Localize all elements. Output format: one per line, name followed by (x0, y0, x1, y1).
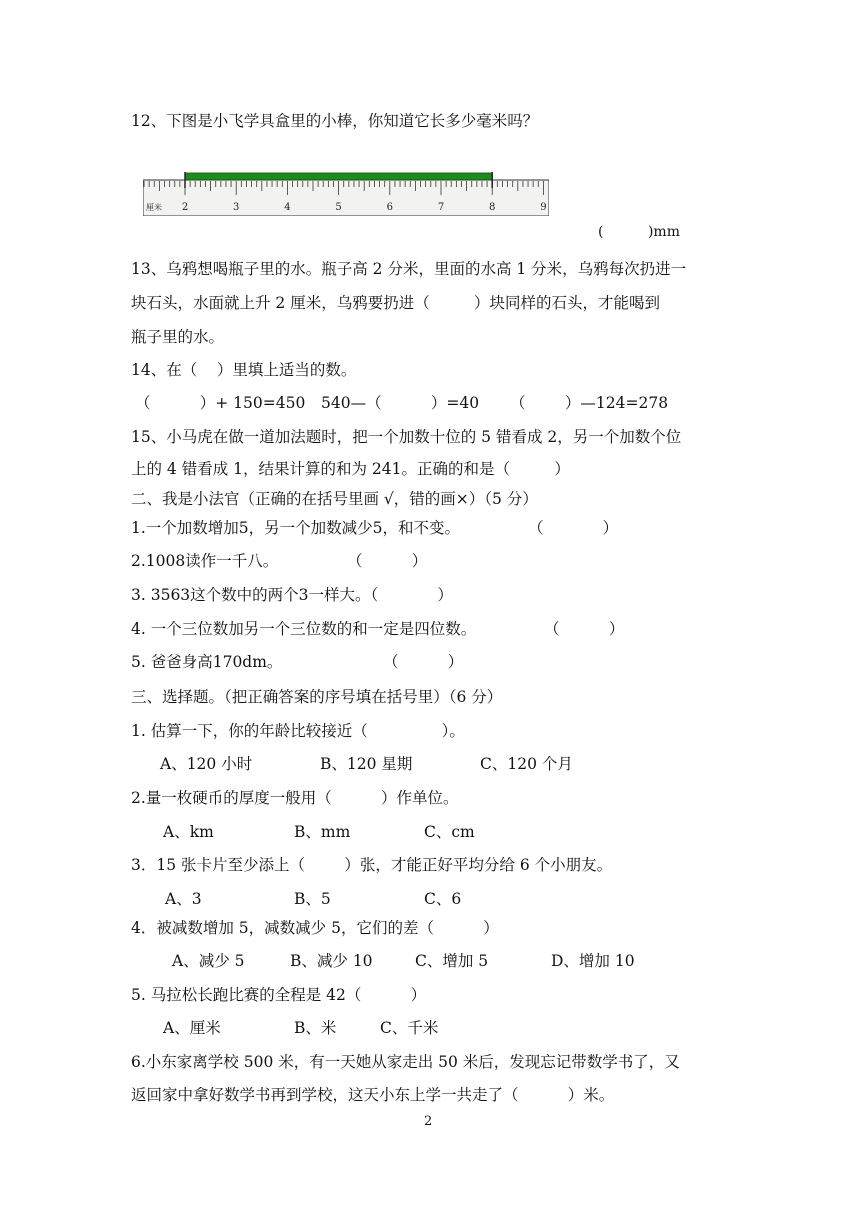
choice-q3-option-c[interactable]: C、6 (424, 890, 462, 908)
ruler-figure (143, 172, 549, 216)
section2-heading: 二、我是小法官（正确的在括号里画 √，错的画×）（5 分） (131, 490, 538, 508)
q12-answer-blank[interactable]: ( )mm (598, 224, 680, 240)
choice-q3-option-b[interactable]: B、5 (294, 890, 331, 908)
ruler-unit-label: 厘米 (146, 203, 162, 212)
choice-q2-option-c[interactable]: C、cm (424, 823, 475, 841)
choice-q3: 3．15 张卡片至少添上（ ）张，才能正好平均分给 6 个小朋友。 (131, 856, 613, 874)
choice-q4: 4．被减数增加 5，减数减少 5，它们的差（ ） (131, 919, 499, 937)
q15-line2: 上的 4 错看成 1，结果计算的和为 241。正确的和是（ ） (131, 460, 570, 478)
ruler-number: 8 (489, 202, 496, 213)
choice-q6-line2: 返回家中拿好数学书再到学校，这天小东上学一共走了（ ）米。 (131, 1086, 615, 1104)
choice-q2: 2.量一枚硬币的厚度一般用（ ）作单位。 (131, 789, 459, 807)
q15-line1: 15、小马虎在做一道加法题时，把一个加数十位的 5 错看成 2，另一个加数个位 (131, 428, 682, 446)
q12-text: 12、下图是小飞学具盒里的小棒，你知道它长多少毫米吗？ (131, 112, 539, 130)
choice-q6-line1: 6.小东家离学校 500 米，有一天她从家走出 50 米后，发现忘记带数学书了，又 (131, 1053, 680, 1071)
q14-title: 14、在（ ）里填上适当的数。 (131, 361, 357, 379)
q13-line1: 13、乌鸦想喝瓶子里的水。瓶子高 2 分米，里面的水高 1 分米，乌鸦每次扔进一 (131, 260, 687, 278)
ruler-number: 3 (233, 202, 240, 213)
ruler-number: 2 (181, 202, 189, 213)
choice-q3-option-a[interactable]: A、3 (165, 890, 202, 908)
q14-item-1[interactable]: （ ）+ 150=450 (135, 394, 306, 412)
judge-item-2: 2.1008读作一千八。 (131, 552, 279, 570)
judge-item-5: 5. 爸爸身高170dm。 (131, 653, 283, 671)
section3-heading: 三、选择题。（把正确答案的序号填在括号里）（6 分） (131, 688, 503, 706)
q13-line3: 瓶子里的水。 (131, 328, 225, 346)
ruler-number: 6 (386, 202, 393, 213)
choice-q5-option-b[interactable]: B、米 (294, 1019, 337, 1037)
choice-q1-option-c[interactable]: C、120 个月 (480, 755, 573, 773)
choice-q5: 5. 马拉松长跑比赛的全程是 42（ ） (131, 986, 427, 1004)
judge-item-4: 4. 一个三位数加另一个三位数的和一定是四位数。 (131, 620, 477, 638)
ruler-number: 5 (335, 202, 342, 213)
choice-q2-option-a[interactable]: A、km (163, 823, 214, 841)
choice-q1-option-b[interactable]: B、120 星期 (320, 755, 413, 773)
judge-blank-1[interactable]: （ ） (528, 519, 619, 537)
choice-q4-option-b[interactable]: B、减少 10 (290, 952, 373, 970)
q14-item-3[interactable]: （ ）—124=278 (510, 394, 669, 412)
choice-q2-option-b[interactable]: B、mm (294, 823, 351, 841)
ruler-number: 9 (540, 202, 547, 213)
judge-blank-5[interactable]: （ ） (383, 653, 464, 671)
judge-item-3: 3. 3563这个数中的两个3一样大。（ ） (131, 586, 453, 604)
judge-blank-2[interactable]: （ ） (347, 552, 428, 570)
judge-item-1: 1.一个加数增加5，另一个加数减少5，和不变。 (131, 519, 461, 537)
choice-q5-option-a[interactable]: A、厘米 (163, 1019, 221, 1037)
q13-line2: 块石头，水面就上升 2 厘米，乌鸦要扔进（ ）块同样的石头，才能喝到 (131, 294, 661, 312)
ruler-number: 4 (284, 202, 291, 213)
choice-q4-option-d[interactable]: D、增加 10 (551, 952, 635, 970)
judge-blank-4[interactable]: （ ） (544, 620, 625, 638)
choice-q4-option-c[interactable]: C、增加 5 (415, 952, 489, 970)
page-number: 2 (424, 1114, 433, 1129)
choice-q1-option-a[interactable]: A、120 小时 (160, 755, 253, 773)
q14-item-2[interactable]: 540—（ ）=40 (321, 394, 480, 412)
choice-q4-option-a[interactable]: A、减少 5 (172, 952, 245, 970)
stick-bar (185, 173, 492, 180)
choice-q1: 1. 估算一下，你的年龄比较接近（ ）。 (131, 722, 465, 740)
choice-q5-option-c[interactable]: C、千米 (380, 1019, 439, 1037)
ruler-number: 7 (437, 202, 445, 213)
